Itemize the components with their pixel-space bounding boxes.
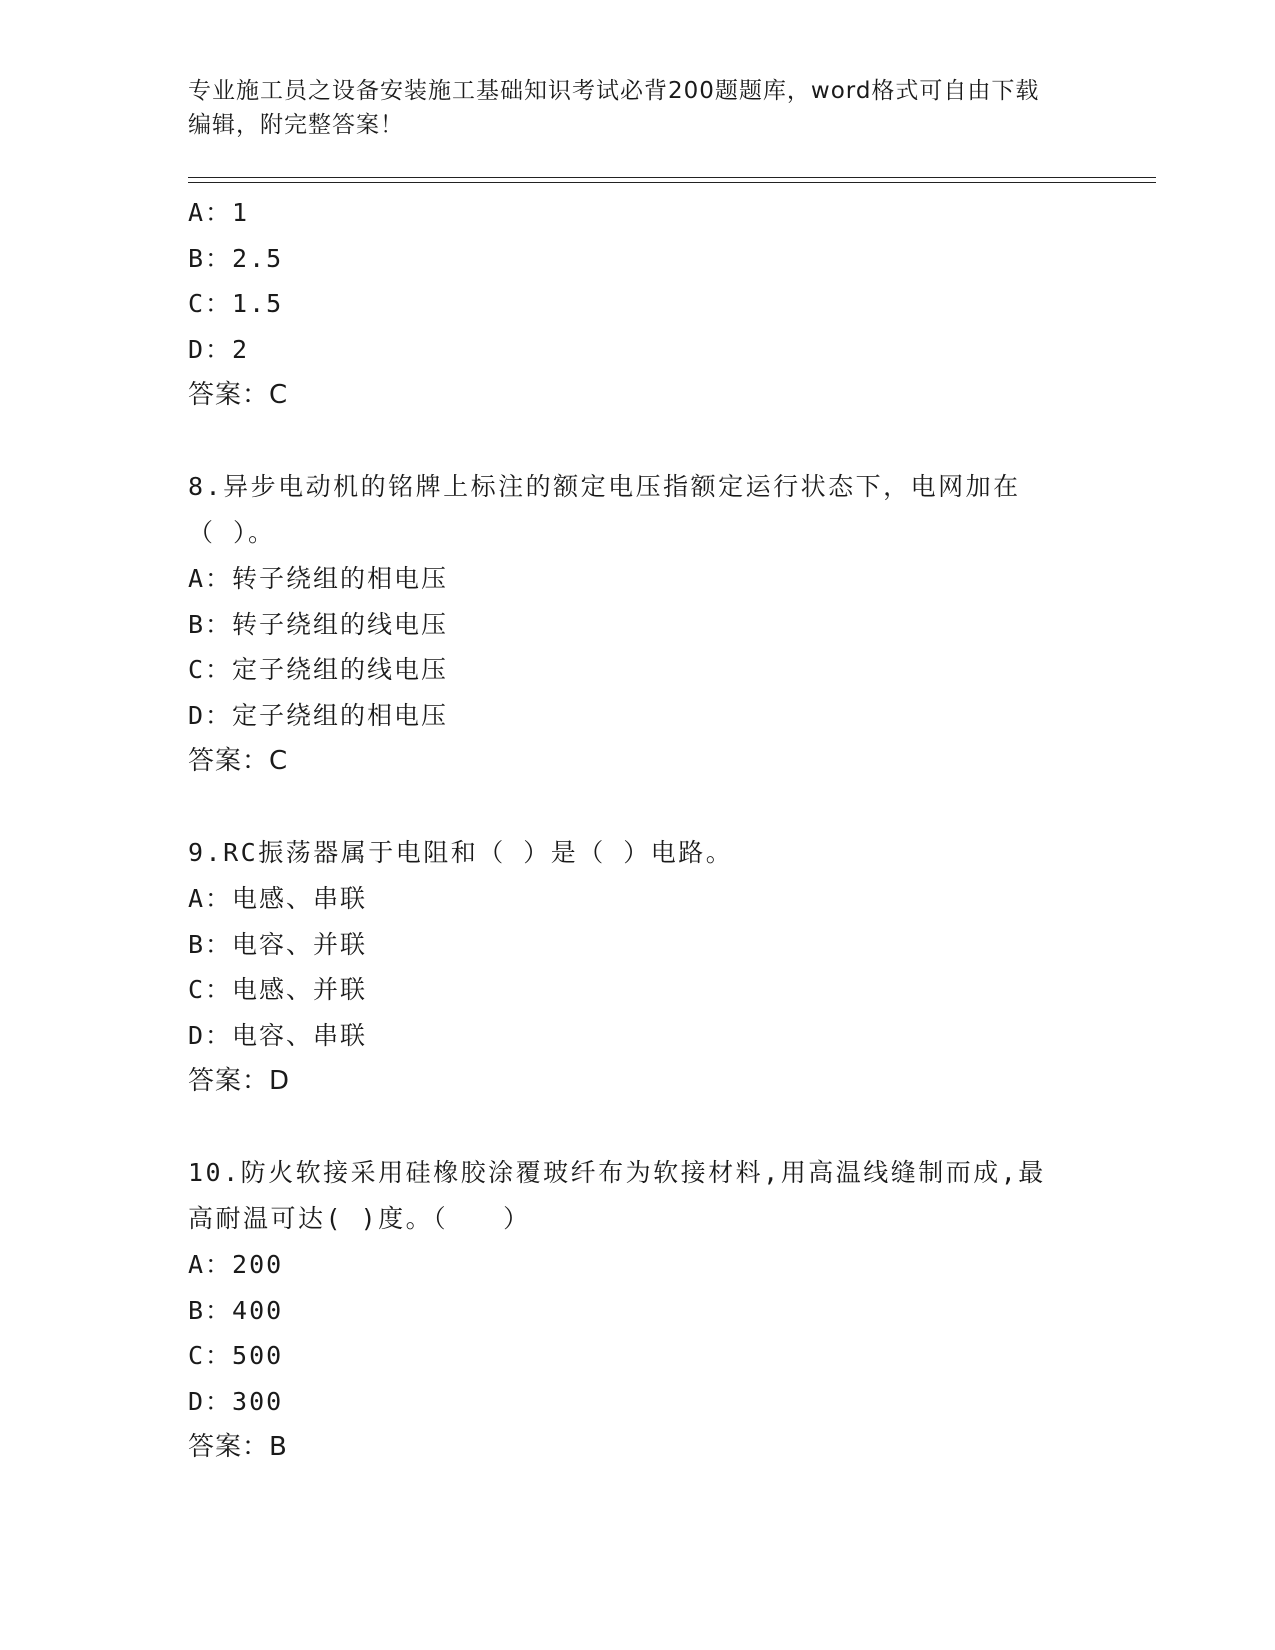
question-stem-line-1: 10.防火软接采用硅橡胶涂覆玻纤布为软接材料,用高温线缝制而成,最: [188, 1158, 1046, 1187]
option-d: D：2: [188, 334, 250, 364]
question-9: [188, 830, 1088, 1104]
question-8: [188, 464, 1088, 784]
question-7: [188, 190, 1088, 418]
option-b: B：400: [188, 1295, 284, 1325]
document-header: [188, 74, 1088, 142]
question-list: [188, 190, 1088, 1470]
option-a: A：1: [188, 198, 250, 227]
option-a: A：转子绕组的相电压: [188, 564, 449, 593]
header-divider-bottom: [188, 182, 1156, 183]
option-d: D：300: [188, 1386, 284, 1416]
question-stem-line-2: （ ）。: [188, 518, 276, 547]
option-c: C：500: [188, 1341, 284, 1370]
option-d: D：电容、串联: [188, 1020, 368, 1050]
option-b: B：电容、并联: [188, 929, 368, 959]
answer: 答案：C: [188, 746, 289, 776]
spacer: [188, 1104, 1088, 1150]
header-title-line-1: 专业施工员之设备安装施工基础知识考试必背200题题库，word格式可自由下载: [188, 78, 1040, 104]
option-a: A：电感、串联: [188, 884, 368, 913]
header-title-line-2: 编辑，附完整答案！: [188, 112, 404, 138]
spacer: [188, 418, 1088, 464]
option-c: C：电感、并联: [188, 975, 368, 1004]
answer: 答案：D: [188, 1066, 291, 1096]
question-stem-line-1: 8.异步电动机的铭牌上标注的额定电压指额定运行状态下，电网加在: [188, 472, 1021, 501]
header-divider-top: [188, 177, 1156, 178]
option-c: C：1.5: [188, 289, 284, 318]
spacer: [188, 784, 1088, 830]
question-stem-line-2: 高耐温可达( )度。（ ）: [188, 1204, 531, 1233]
option-b: B：2.5: [188, 243, 284, 273]
answer: 答案：C: [188, 380, 289, 410]
question-10: [188, 1150, 1088, 1470]
option-a: A：200: [188, 1250, 284, 1279]
option-c: C：定子绕组的线电压: [188, 655, 449, 684]
option-d: D：定子绕组的相电压: [188, 700, 449, 730]
question-stem-line-1: 9.RC振荡器属于电阻和（ ）是（ ）电路。: [188, 838, 734, 867]
option-b: B：转子绕组的线电压: [188, 609, 449, 639]
answer: 答案：B: [188, 1432, 288, 1462]
